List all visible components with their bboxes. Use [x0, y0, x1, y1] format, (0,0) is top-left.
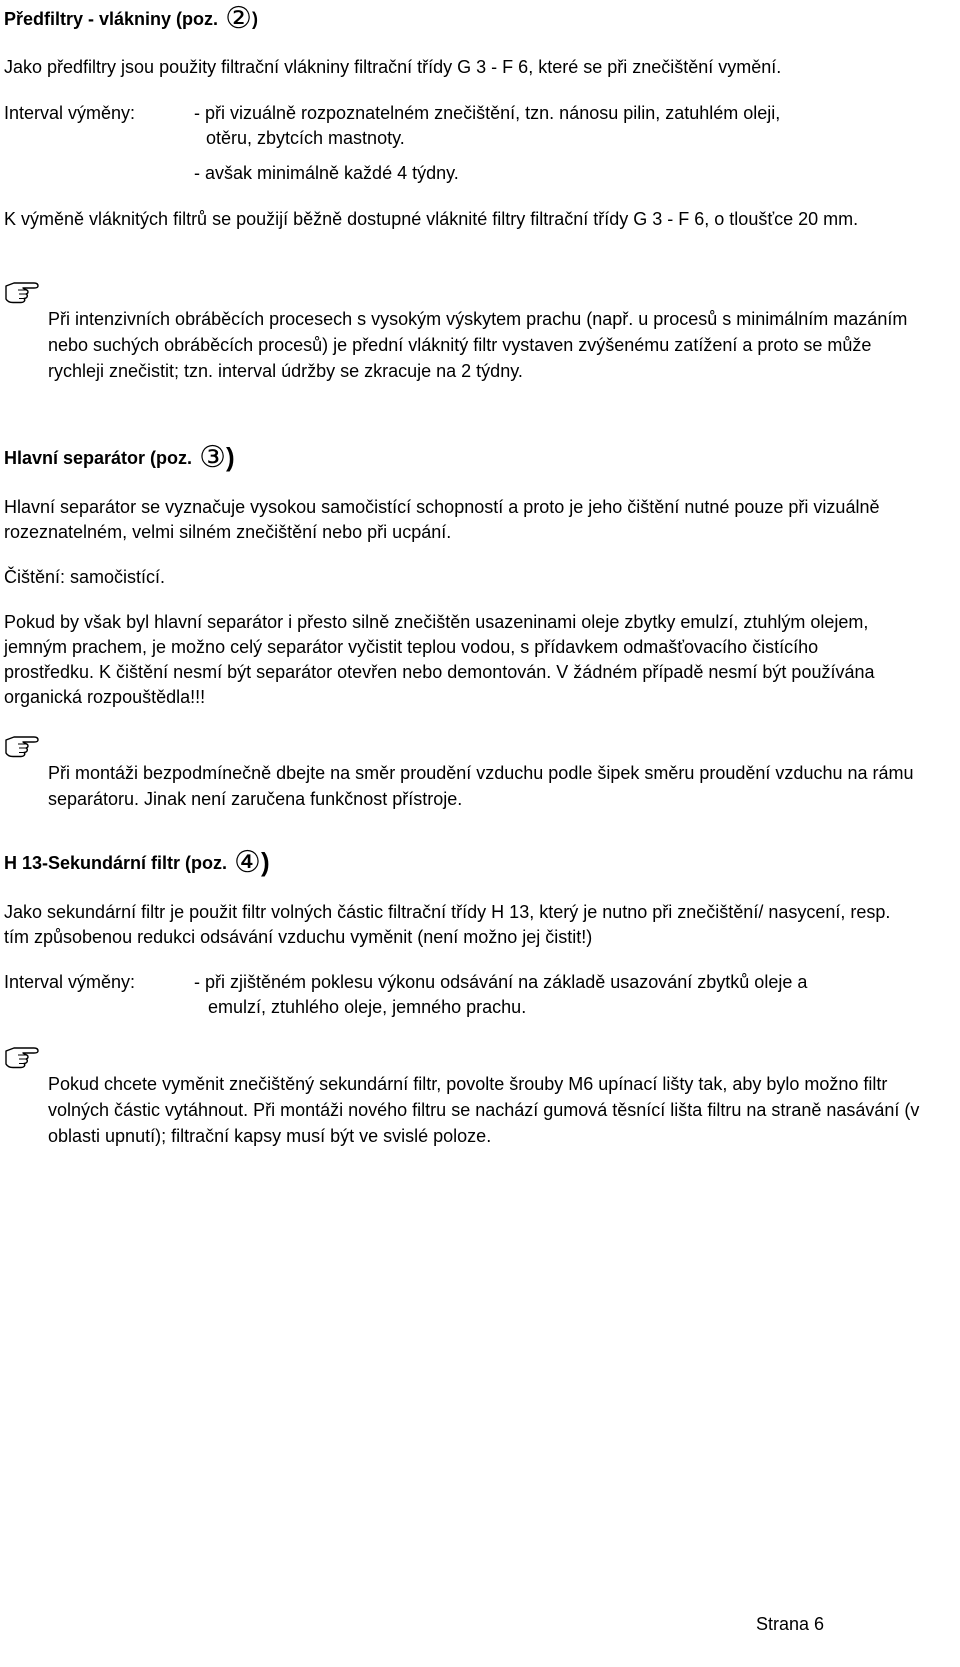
heading-close-paren: ) [225, 442, 235, 472]
hlavni-p1: Hlavní separátor se vyznačuje vysokou samočistící schopností a proto je jeho čištění nutné pouze při vizuálně rozeznatelném, velmi silném znečištění nebo při ucpání. [4, 497, 880, 542]
section-heading-hlavni [4, 441, 235, 474]
note-text: Pokud chcete vyměnit znečištěný sekundární filtr, povolte šrouby M6 upínací lišty tak, aby bylo možno filtr volných částic vytáhnout. Při montáži nového filtru se nachází gumová těsnící lišta filtru na straně nasávání (v oblasti upnutí); filtrační kapsy musí být ve svislé poloze. [48, 1074, 920, 1146]
hlavni-p3: Pokud by však byl hlavní separátor i přesto silně znečištěn usazeninami oleje zbytky emulzí, ztuhlým olejem, jemným prachem, je možno celý separátor vyčistit teplou vodou, s přídavkem odmašťovacího čistícího prostředku. K čištění nesmí být separátor otevřen nebo demontován. V žádném případě nesmí být používána organická rozpouštědla!!! [4, 612, 875, 707]
heading-text: H 13-Sekundární filtr (poz. [4, 853, 228, 873]
predfiltry-interval [4, 101, 930, 181]
predfiltry-replacement: K výměně vláknitých filtrů se použijí běžně dostupné vláknité filtry filtrační třídy G 3 - F 6, o tloušťce 20 mm. [4, 209, 859, 229]
hlavni-note [4, 742, 926, 809]
pointing-hand-icon [4, 734, 44, 758]
interval-line-1: - při vizuálně rozpoznatelném znečištění, tzn. nánosu pilin, zatuhlém oleji, [194, 103, 781, 123]
note-text: Při intenzivních obráběcích procesech s vysokým výskytem prachu (např. u procesů s minimálním mazáním nebo suchých obráběcích procesů) je přední vláknitý filtr vystaven zvýšenému zatížení a proto se může rychleji znečistit; tzn. interval údržby se zkracuje na 2 týdny. [48, 309, 908, 381]
note-text: Při montáži bezpodmínečně dbejte na směr proudění vzduchu podle šipek směru proudění vzduchu na rámu separátoru. Jinak není zaručena funkčnost přístroje. [48, 763, 914, 809]
heading-close-paren: ) [260, 847, 270, 877]
sekundarni-p1: Jako sekundární filtr je použit filtr volných částic filtrační třídy H 13, který je nutno při znečištění/ nasycení, resp. tím způsobenou redukci odsávání vzduchu vyměnit (není možno jej čistit!) [4, 902, 891, 947]
interval-label: Interval výměny: [4, 103, 136, 123]
heading-close-paren: ) [251, 9, 258, 29]
pointing-hand-icon [4, 1045, 44, 1069]
sekundarni-interval [4, 970, 930, 1025]
interval-values [194, 101, 930, 186]
pointing-hand-icon [4, 280, 44, 304]
section-heading-predfiltry [4, 2, 258, 35]
hlavni-p2: Čištění: samočistící. [4, 567, 166, 587]
interval-line-1: - při zjištěném poklesu výkonu odsávání na základě usazování zbytků oleje a [194, 972, 808, 992]
interval-line-2: otěru, zbytcích mastnoty. [206, 128, 405, 148]
position-number-2: ② [225, 2, 252, 35]
page-number: Strana 6 [755, 1614, 824, 1634]
position-number-4: ④ [234, 846, 261, 879]
interval-label: Interval výměny: [4, 972, 136, 992]
interval-line-2: emulzí, ztuhlého oleje, jemného prachu. [208, 997, 527, 1017]
heading-text: Předfiltry - vlákniny (poz. [4, 9, 219, 29]
position-number-3: ③ [199, 441, 226, 474]
heading-text: Hlavní separátor (poz. [4, 448, 193, 468]
predfiltry-note [4, 288, 926, 398]
sekundarni-note [4, 1053, 926, 1146]
section-heading-sekundarni [4, 846, 270, 879]
interval-values [194, 970, 930, 1020]
interval-line-3: - avšak minimálně každé 4 týdny. [194, 163, 459, 183]
predfiltry-intro: Jako předfiltry jsou použity filtrační vlákniny filtrační třídy G 3 - F 6, které se při znečištění vymění. [4, 57, 782, 77]
